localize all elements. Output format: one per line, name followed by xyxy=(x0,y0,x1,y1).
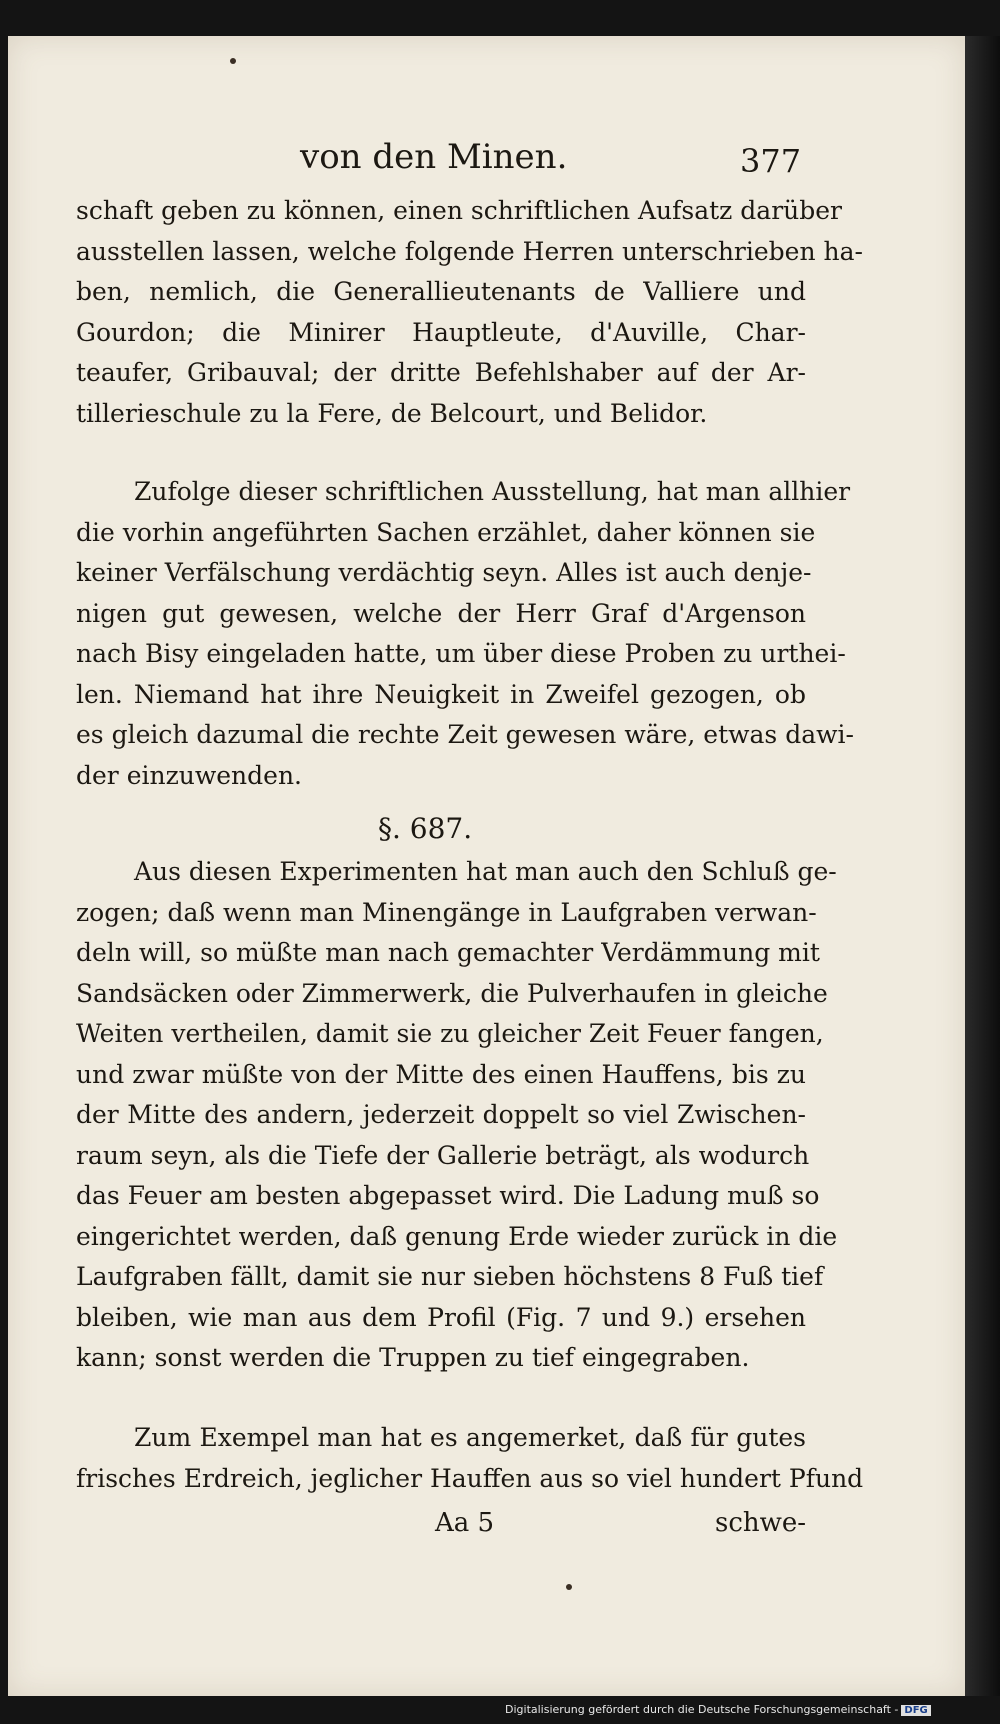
text-line: kann; sonst werden die Truppen zu tief eingegraben. xyxy=(76,1343,750,1372)
text-line: zogen; daß wenn man Minengänge in Laufgraben verwan- xyxy=(76,897,817,927)
text-line: len. Niemand hat ihre Neuigkeit in Zweifel gezogen, ob xyxy=(76,679,806,709)
text-line: der Mitte des andern, jederzeit doppelt so viel Zwischen- xyxy=(76,1100,806,1129)
paragraph-3 xyxy=(76,852,838,1379)
text-line: der einzuwenden. xyxy=(76,760,303,790)
paper-speck xyxy=(230,58,236,64)
book-spine xyxy=(965,36,1000,1696)
text-line: das Feuer am besten abgepasset wird. Die Ladung muß so xyxy=(76,1181,820,1210)
text-line: eingerichtet werden, daß genung Erde wieder zurück in die xyxy=(76,1221,838,1251)
paragraph-1 xyxy=(76,191,863,434)
text-line: nach Bisy eingeladen hatte, um über diese Proben zu urthei- xyxy=(76,639,846,668)
text-line: Zum Exempel man hat es angemerket, daß für gutes xyxy=(134,1423,806,1452)
text-line: Aus diesen Experimenten hat man auch den Schluß ge- xyxy=(134,857,837,886)
text-line: Laufgraben fällt, damit sie nur sieben höchstens 8 Fuß tief xyxy=(76,1262,824,1291)
signature-mark: Aa 5 xyxy=(435,1508,495,1538)
paper-speck xyxy=(566,1584,572,1590)
text-line: schaft geben zu können, einen schriftlichen Aufsatz darüber xyxy=(76,196,843,225)
text-line: nigen gut gewesen, welche der Herr Graf d'Argenson xyxy=(76,598,806,628)
section-heading: §. 687. xyxy=(378,812,473,845)
text-line: Sandsäcken oder Zimmerwerk, die Pulverhaufen in gleiche xyxy=(76,978,828,1008)
digitization-credit xyxy=(505,1703,931,1716)
text-line: es gleich dazumal die rechte Zeit gewesen wäre, etwas dawi- xyxy=(76,720,854,749)
text-line: keiner Verfälschung verdächtig seyn. Alles ist auch denje- xyxy=(76,558,812,587)
text-line: raum seyn, als die Tiefe der Gallerie beträgt, als wodurch xyxy=(76,1140,810,1170)
text-line: Gourdon; die Minirer Hauptleute, d'Auville, Char- xyxy=(76,317,806,347)
text-line: ben, nemlich, die Generallieutenants de Valliere und xyxy=(76,277,806,306)
dfg-logo: DFG xyxy=(901,1705,930,1716)
text-line: ausstellen lassen, welche folgende Herren unterschrieben ha- xyxy=(76,236,863,266)
text-line: frisches Erdreich, jeglicher Hauffen aus so viel hundert Pfund xyxy=(76,1463,864,1493)
text-line: Zufolge dieser schriftlichen Ausstellung, hat man allhier xyxy=(134,477,851,506)
text-line: deln will, so müßte man nach gemachter Verdämmung mit xyxy=(76,938,820,967)
paragraph-2 xyxy=(76,472,854,796)
catchword: schwe- xyxy=(715,1508,807,1538)
text-line: teaufer, Gribauval; der dritte Befehlshaber auf der Ar- xyxy=(76,358,806,387)
text-line: die vorhin angeführten Sachen erzählet, daher können sie xyxy=(76,517,816,547)
text-line: tillerieschule zu la Fere, de Belcourt, und Belidor. xyxy=(76,398,708,428)
paragraph-4 xyxy=(76,1418,864,1499)
text-line: und zwar müßte von der Mitte des einen Hauffens, bis zu xyxy=(76,1059,806,1089)
running-title: von den Minen. xyxy=(300,137,568,177)
text-line: bleiben, wie man aus dem Profil (Fig. 7 und 9.) ersehen xyxy=(76,1302,806,1332)
credit-text: Digitalisierung gefördert durch die Deutsche Forschungsgemeinschaft - xyxy=(505,1703,899,1716)
page-number: 377 xyxy=(740,142,802,180)
text-line: Weiten vertheilen, damit sie zu gleicher Zeit Feuer fangen, xyxy=(76,1019,824,1048)
